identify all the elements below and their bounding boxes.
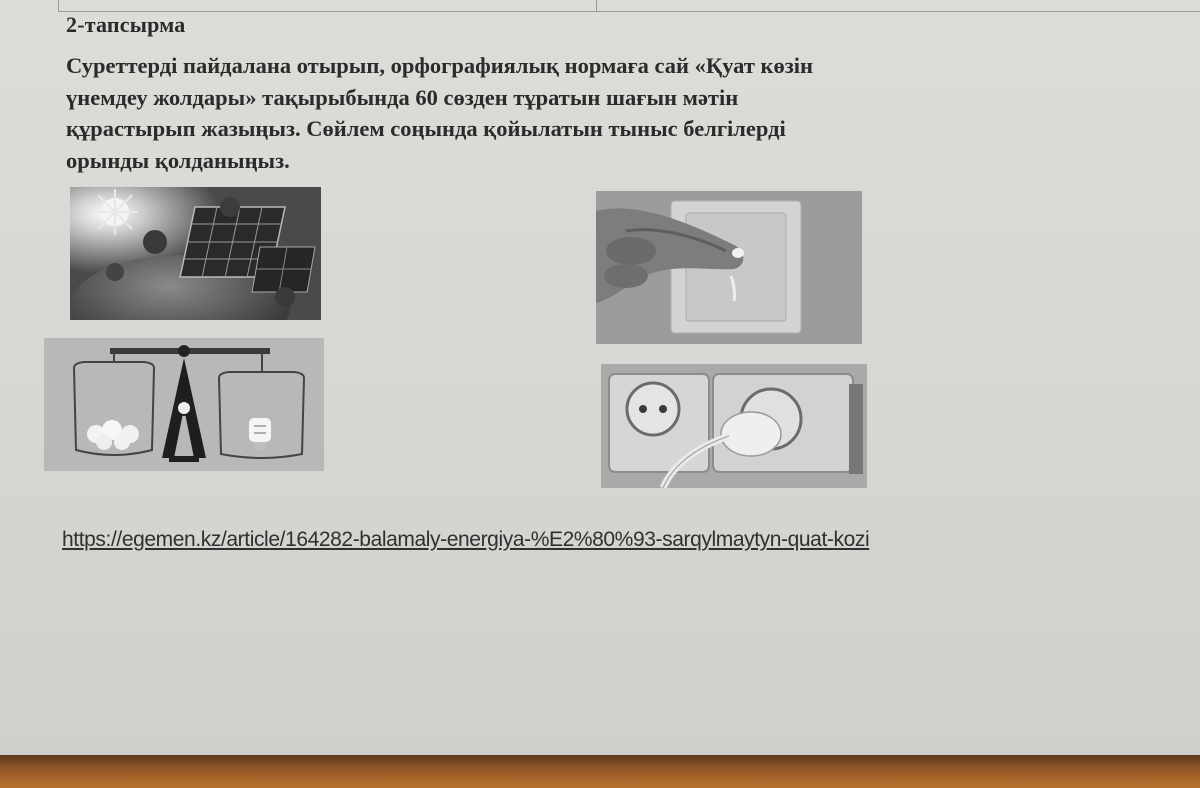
- balance-scale-bulbs-image: [44, 338, 324, 471]
- source-link[interactable]: https://egemen.kz/article/164282-balamaly-energiya-%E2%80%93-sarqylmaytyn-quat-kozi: [62, 528, 870, 551]
- power-socket-plug-image: [601, 364, 867, 488]
- task-line: орынды қолданыңыз.: [66, 147, 290, 173]
- table-border: [58, 11, 1200, 12]
- table-border: [596, 0, 597, 12]
- desk-surface: [0, 755, 1200, 788]
- solar-panel-globe-image: [70, 187, 321, 320]
- task-line: құрастырып жазыңыз. Сөйлем соңында қойылатын тыныс белгілерді: [66, 116, 786, 141]
- task-line: Суреттерді пайдалана отырып, орфографиялық нормаға сай «Қуат көзін: [66, 53, 813, 78]
- task-line: үнемдеу жолдары» тақырыбында 60 сөзден тұратын шағын мәтін: [66, 84, 739, 110]
- task-instructions: [66, 50, 1026, 176]
- task-title: 2-тапсырма: [66, 12, 186, 37]
- light-switch-image: [596, 191, 862, 344]
- table-border: [58, 0, 59, 12]
